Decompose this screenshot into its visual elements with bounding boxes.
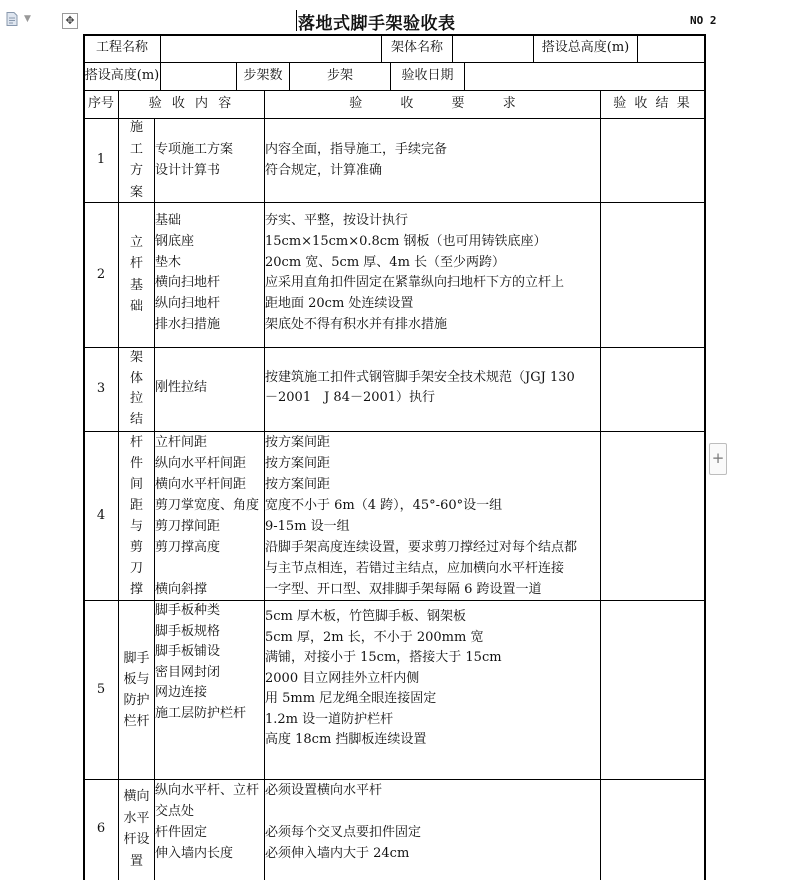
column-divider <box>160 34 161 62</box>
item-text[interactable]: 立杆间距 <box>155 435 208 450</box>
row-category <box>119 348 154 430</box>
item-text[interactable]: 排水扫措施 <box>155 316 221 332</box>
row-number: 2 <box>96 266 106 282</box>
add-column-button[interactable]: + <box>709 443 727 475</box>
column-header-content: 验 收 内 容 <box>148 96 235 111</box>
category-char: 撑 <box>129 581 143 597</box>
result-cell[interactable] <box>601 119 704 201</box>
row-number: 5 <box>96 681 106 697</box>
requirement-text[interactable]: 宽度不小于 6m（4 跨），45°-60°设一组 <box>265 498 503 513</box>
category-char: 杆 <box>129 434 143 450</box>
category-char: 栏杆 <box>123 713 150 729</box>
row-number: 4 <box>96 507 106 523</box>
row-number: 3 <box>96 381 106 396</box>
row-number: 6 <box>96 821 106 836</box>
category-char: 防护 <box>123 692 150 708</box>
category-char: 杆设 <box>123 832 150 847</box>
requirement-text[interactable]: 满铺，对接小于 15cm，搭接大于 15cm <box>265 650 502 665</box>
item-text[interactable]: 伸入墙内长度 <box>155 846 234 861</box>
total-height-label: 搭设总高度(m) <box>541 40 630 55</box>
row-items <box>155 432 259 600</box>
left-gutter <box>0 0 82 879</box>
requirement-text[interactable] <box>265 801 421 822</box>
category-char: 立 <box>129 234 143 250</box>
item-text[interactable]: 剪刀撑高度 <box>155 540 221 555</box>
category-char: 水平 <box>123 810 150 826</box>
requirement-text[interactable]: 9-15m 设一组 <box>265 519 350 534</box>
result-cell[interactable] <box>601 348 704 430</box>
category-char: 拉 <box>129 391 143 406</box>
table-move-handle-icon[interactable]: ✥ <box>62 13 78 29</box>
row-category <box>119 232 154 318</box>
item-text[interactable]: 横向斜撑 <box>155 582 208 597</box>
item-text[interactable]: 剪刀撑间距 <box>155 519 221 534</box>
requirement-text[interactable]: 2000 目立网挂外立杆内侧 <box>265 670 420 686</box>
item-text[interactable]: 脚手板规格 <box>155 623 221 639</box>
row-requirements <box>265 211 564 336</box>
item-text[interactable]: 脚手板种类 <box>155 603 221 618</box>
result-cell[interactable] <box>601 432 704 599</box>
requirement-text[interactable]: 夯实、平整，按设计执行 <box>265 213 409 228</box>
step-count-label: 步架数 <box>243 68 283 83</box>
category-char: 剪 <box>129 539 143 555</box>
item-text[interactable]: 垫木 <box>155 254 182 270</box>
requirement-text[interactable]: 1.2m 设一道防护栏杆 <box>265 711 394 727</box>
category-char: 脚手 <box>123 650 150 666</box>
row-category <box>119 432 154 600</box>
requirement-text[interactable]: 一字型、开口型、双排脚手架每隔 6 跨设置一道 <box>265 582 542 597</box>
row-category <box>119 117 154 203</box>
requirement-text[interactable]: 按方案间距 <box>265 456 331 471</box>
row-category <box>119 786 154 872</box>
item-text[interactable]: 横向扫地杆 <box>155 275 221 291</box>
item-text[interactable]: 纵向水平杆间距 <box>155 456 247 471</box>
frame-name-label: 架体名称 <box>390 40 443 55</box>
item-text[interactable]: 专项施工方案 <box>155 142 234 157</box>
column-divider <box>452 34 453 62</box>
category-char: 间 <box>129 476 143 492</box>
item-text[interactable]: 密目网封闭 <box>155 664 221 680</box>
category-char: 结 <box>129 411 143 427</box>
category-char: 础 <box>129 299 143 314</box>
requirement-text[interactable]: 按方案间距 <box>265 435 331 450</box>
category-char: 与 <box>129 518 143 534</box>
requirement-text[interactable]: 15cm×15cm×0.8cm 钢板（也可用铸铁底座） <box>265 233 547 249</box>
document-icon[interactable] <box>6 12 18 26</box>
category-char: 基 <box>129 277 143 293</box>
category-char: 方 <box>129 163 143 178</box>
column-divider <box>637 34 638 62</box>
requirement-text[interactable]: 5cm 厚，2m 长，不小于 200mm 宽 <box>265 629 484 645</box>
row-items <box>155 601 246 724</box>
requirement-text[interactable]: 内容全面，指导施工，手续完备 <box>265 142 448 157</box>
row-divider <box>83 62 706 63</box>
requirement-text[interactable]: 用 5mm 尼龙绳全眼连接固定 <box>265 691 437 706</box>
category-char: 横向 <box>123 789 150 804</box>
row-items <box>155 378 207 398</box>
item-text[interactable]: 杆件固定 <box>155 825 208 840</box>
requirement-text[interactable]: －2001 J 84－2001）执行 <box>265 390 436 405</box>
result-cell[interactable] <box>601 601 704 778</box>
column-header-seq: 序号 <box>87 96 114 111</box>
item-text[interactable]: 纵向水平杆、立杆 <box>155 783 260 798</box>
row-requirements <box>265 607 502 751</box>
column-header-requirement: 验 收 要 求 <box>349 96 516 111</box>
requirement-text[interactable]: 20cm 宽、5cm 厚、4m 长（至少两跨） <box>265 254 506 270</box>
row-requirements <box>265 368 575 408</box>
category-char: 件 <box>129 455 143 471</box>
category-char: 案 <box>129 184 143 200</box>
item-text[interactable]: 横向水平杆间距 <box>155 477 247 492</box>
document-number[interactable]: NO 2 <box>690 14 717 27</box>
step-label[interactable]: 步架 <box>326 68 353 83</box>
item-text[interactable]: 纵向扫地杆 <box>155 296 221 312</box>
row-requirements <box>265 139 447 181</box>
requirement-text[interactable]: 必须设置横向水平杆 <box>265 783 383 798</box>
page-title[interactable]: 落地式脚手架验收表 <box>298 14 456 34</box>
category-char: 置 <box>129 853 143 869</box>
chevron-down-icon[interactable]: ▼ <box>24 14 31 24</box>
column-header-result: 验 收 结 果 <box>613 96 692 111</box>
column-divider <box>464 62 465 90</box>
item-text[interactable]: 脚手板铺设 <box>155 644 221 659</box>
requirement-text[interactable]: 应采用直角扣件固定在紧靠纵向扫地杆下方的立杆上 <box>265 275 565 291</box>
item-text[interactable]: 交点处 <box>155 804 195 819</box>
result-cell[interactable] <box>601 203 704 346</box>
requirement-text[interactable]: 高度 18cm 挡脚板连续设置 <box>265 732 427 747</box>
requirement-text[interactable]: 沿脚手架高度连续设置，要求剪刀撑经过对每个结点都 <box>265 540 578 555</box>
row-category <box>119 648 154 732</box>
category-char: 距 <box>129 497 143 513</box>
category-char: 刀 <box>129 560 143 576</box>
row-requirements <box>265 780 421 864</box>
requirement-text[interactable]: 与主节点相连，若错过主结点，应加横向水平杆连接 <box>265 561 565 576</box>
item-text[interactable]: 施工层防护栏杆 <box>155 705 247 721</box>
item-text[interactable]: 基础 <box>155 213 182 228</box>
requirement-text[interactable]: 符合规定，计算准确 <box>265 163 383 178</box>
item-text[interactable]: 钢底座 <box>155 233 195 249</box>
row-number: 1 <box>96 152 106 167</box>
item-text[interactable]: 刚性拉结 <box>155 380 208 395</box>
requirement-text[interactable]: 必须每个交叉点要扣件固定 <box>265 825 422 840</box>
column-divider <box>160 62 161 90</box>
date-label: 验收日期 <box>401 68 454 83</box>
category-char: 工 <box>129 141 143 157</box>
height-label: 搭设高度(m) <box>84 68 160 83</box>
requirement-text[interactable]: 按方案间距 <box>265 477 331 492</box>
category-char: 杆 <box>129 256 143 271</box>
category-char: 体 <box>129 370 143 386</box>
row-items <box>155 139 233 181</box>
requirement-text[interactable]: 按建筑施工扣件式钢管脚手架安全技术规范（JGJ 130 <box>265 370 575 385</box>
requirement-text[interactable]: 必须伸入墙内大于 24cm <box>265 846 410 861</box>
text-cursor <box>296 10 297 31</box>
category-char: 板与 <box>123 671 150 687</box>
project-name-label: 工程名称 <box>95 40 148 55</box>
item-text[interactable] <box>155 558 259 579</box>
row-items <box>155 780 259 864</box>
category-char: 施 <box>129 120 143 135</box>
item-text[interactable]: 设计计算书 <box>155 163 221 178</box>
row-requirements <box>265 432 577 600</box>
category-char: 架 <box>129 350 143 365</box>
requirement-text[interactable]: 架底处不得有积水并有排水措施 <box>265 316 448 332</box>
item-text[interactable]: 网边连接 <box>155 685 208 700</box>
row-divider <box>83 90 706 91</box>
requirement-text[interactable]: 距地面 20cm 处连续设置 <box>265 296 414 312</box>
result-cell[interactable] <box>601 780 704 878</box>
item-text[interactable]: 剪刀掌宽度、角度 <box>155 498 260 513</box>
requirement-text[interactable]: 5cm 厚木板，竹笆脚手板、钢架板 <box>265 609 467 624</box>
row-items <box>155 211 220 336</box>
